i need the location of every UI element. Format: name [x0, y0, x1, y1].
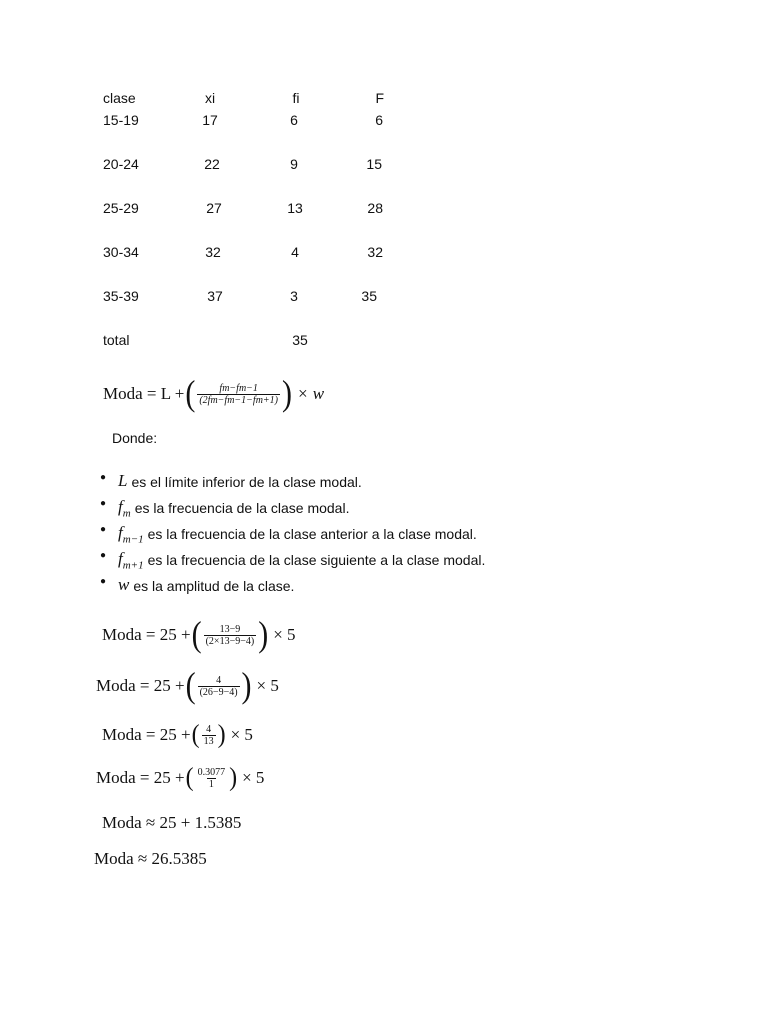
- calc-step: [96, 763, 264, 793]
- definition-symbol: L: [118, 470, 128, 490]
- step-denominator: (26−9−4): [199, 686, 238, 698]
- list-item: [100, 469, 485, 495]
- right-paren: ): [258, 614, 269, 655]
- table-cell: 35: [361, 288, 377, 304]
- list-item: [100, 521, 485, 547]
- left-paren: (: [191, 720, 200, 750]
- final-result: Moda ≈ 26.5385: [94, 849, 207, 868]
- definition-symbol: w: [118, 574, 130, 594]
- left-paren: (: [185, 763, 194, 793]
- definition-symbol: $f_m$: [118, 496, 131, 520]
- table-cell: 37: [207, 288, 223, 304]
- definition-symbol: $f_{m+1}$: [118, 548, 144, 572]
- step-rhs: × 5: [242, 768, 265, 787]
- left-paren: (: [185, 665, 196, 706]
- bullet-icon: ●: [100, 575, 107, 587]
- table-cell: 30-34: [103, 244, 139, 260]
- step-rhs: × 5: [273, 625, 296, 644]
- bullet-icon: ●: [100, 549, 107, 561]
- calc-step: [96, 665, 279, 706]
- definition-text: es la frecuencia de la clase modal.: [134, 500, 350, 516]
- right-paren: ): [229, 763, 238, 793]
- table-cell: 27: [206, 200, 222, 216]
- definitions-list: [100, 469, 485, 599]
- table-cell: 6: [375, 112, 383, 128]
- table-header-fi: fi: [292, 90, 300, 106]
- definition-text: es la amplitud de la clase.: [133, 578, 295, 594]
- table-total-label: total: [103, 332, 130, 348]
- definition-text: es el límite inferior de la clase modal.: [131, 474, 362, 490]
- calc-step: [102, 720, 253, 750]
- formula-denominator: (2fm−fm−1−fm+1): [199, 394, 278, 406]
- right-paren: ): [282, 373, 292, 414]
- step-lhs: Moda = 25 +: [96, 768, 185, 787]
- list-item: [100, 573, 485, 599]
- table-cell: 32: [205, 244, 221, 260]
- table-cell: 32: [367, 244, 383, 260]
- left-paren: (: [185, 373, 196, 414]
- step-denominator: 1: [208, 778, 214, 790]
- table-cell: 13: [287, 200, 303, 216]
- step-lhs: Moda = 25 +: [102, 725, 191, 744]
- right-paren: ): [217, 720, 226, 750]
- table-cell: 3: [290, 288, 298, 304]
- bullet-icon: ●: [100, 523, 107, 535]
- right-paren: ): [241, 665, 252, 706]
- definition-symbol: $f_{m-1}$: [118, 522, 144, 546]
- step-numerator: 4: [216, 674, 222, 686]
- table-cell: 20-24: [103, 156, 139, 172]
- table-cell: 25-29: [103, 200, 139, 216]
- table-total-value: 35: [292, 332, 308, 348]
- left-paren: (: [191, 614, 202, 655]
- table-cell: 15-19: [103, 112, 139, 128]
- donde-label: Donde:: [112, 430, 158, 446]
- mode-formula: [103, 373, 325, 414]
- step-lhs: Moda = 25 +: [96, 676, 185, 695]
- bullet-icon: ●: [100, 497, 107, 509]
- table-cell: 4: [291, 244, 299, 260]
- table-cell: 22: [204, 156, 220, 172]
- step-numerator: 13−9: [219, 623, 241, 635]
- calc-step: [102, 614, 296, 655]
- table-header-F: F: [375, 90, 384, 106]
- bullet-icon: ●: [100, 471, 107, 483]
- list-item: [100, 547, 485, 573]
- definition-text: es la frecuencia de la clase anterior a la clase modal.: [147, 526, 477, 542]
- step-denominator: (2×13−9−4): [205, 635, 255, 647]
- step-fraction: [196, 767, 228, 790]
- table-header-xi: xi: [204, 90, 216, 106]
- calc-step: Moda ≈ 25 + 1.5385: [102, 813, 242, 832]
- list-item: [100, 495, 485, 521]
- formula-lhs: Moda = L +: [103, 384, 185, 403]
- step-fraction: [204, 624, 257, 647]
- step-denominator: 13: [203, 735, 214, 747]
- formula-rhs: × w: [297, 384, 325, 403]
- table-header-clase: clase: [103, 90, 136, 106]
- step-fraction: [202, 724, 216, 747]
- step-numerator: 0.3077: [197, 766, 226, 778]
- formula-fraction: [197, 383, 280, 406]
- step-lhs: Moda = 25 +: [102, 625, 191, 644]
- table-cell: 17: [202, 112, 218, 128]
- step-numerator: 4: [206, 723, 212, 735]
- table-cell: 28: [367, 200, 383, 216]
- step-rhs: × 5: [256, 676, 279, 695]
- step-rhs: × 5: [230, 725, 253, 744]
- table-cell: 15: [366, 156, 382, 172]
- table-cell: 35-39: [103, 288, 139, 304]
- step-fraction: [198, 675, 240, 698]
- table-cell: 6: [290, 112, 298, 128]
- formula-numerator: fm−fm−1: [219, 382, 258, 394]
- table-cell: 9: [290, 156, 298, 172]
- definition-text: es la frecuencia de la clase siguiente a la clase modal.: [147, 552, 486, 568]
